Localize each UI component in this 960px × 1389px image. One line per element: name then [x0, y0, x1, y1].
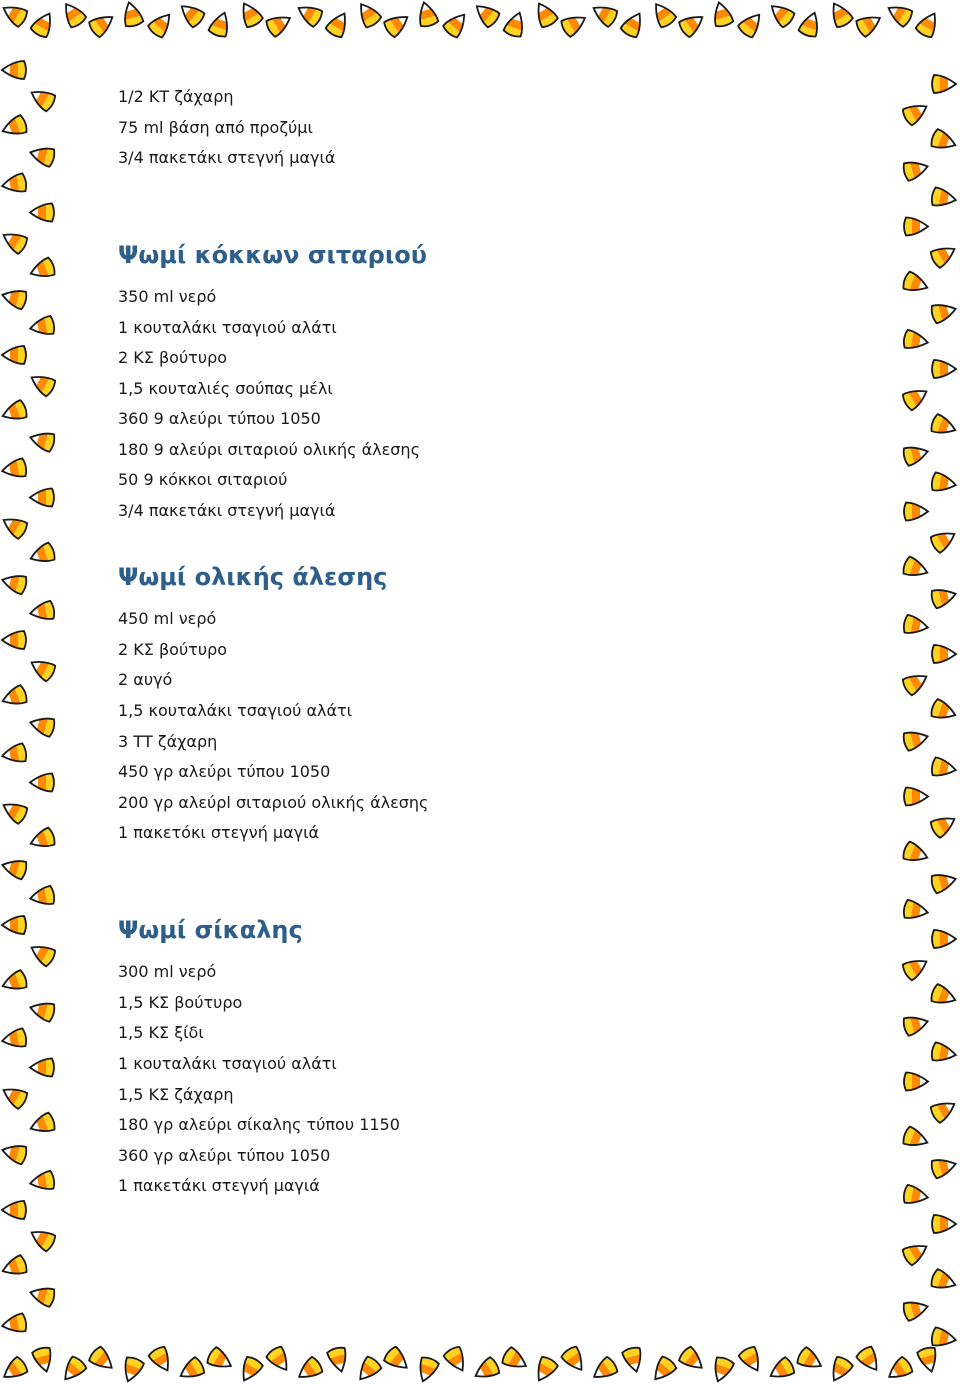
candy-corn-icon	[924, 238, 960, 274]
ingredient-line: 450 γρ αλεύρι τύπου 1050	[118, 762, 331, 781]
candy-corn-icon	[142, 6, 180, 44]
candy-corn-icon	[0, 1309, 32, 1338]
ingredient-line: 3/4 πακετάκι στεγνή μαγιά	[118, 501, 336, 520]
candy-corn-icon	[673, 1341, 711, 1379]
ingredient-line: 1,5 ΚΣ ξίδι	[118, 1023, 204, 1042]
candy-corn-icon	[925, 1152, 960, 1183]
candy-corn-icon	[618, 1341, 649, 1376]
candy-corn-icon	[850, 1340, 887, 1378]
ingredient-line: 1,5 ΚΣ βούτυρο	[118, 993, 243, 1012]
candy-corn-icon	[615, 6, 651, 44]
candy-corn-icon	[0, 343, 30, 367]
ingredient-line: 350 ml νερό	[118, 287, 217, 306]
candy-corn-icon	[24, 1221, 62, 1257]
candy-corn-icon	[794, 7, 827, 43]
candy-corn-icon	[26, 312, 60, 341]
candy-corn-icon	[378, 6, 416, 43]
candy-corn-icon	[897, 267, 933, 300]
candy-corn-icon	[83, 6, 121, 43]
candy-corn-icon	[468, 0, 506, 33]
candy-corn-icon	[928, 1212, 958, 1236]
candy-corn-icon	[732, 6, 770, 44]
candy-corn-icon	[25, 253, 61, 286]
candy-corn-icon	[350, 1350, 388, 1388]
candy-corn-icon	[881, 0, 919, 32]
candy-corn-icon	[881, 1351, 919, 1388]
candy-corn-icon	[0, 1351, 34, 1388]
candy-corn-icon	[896, 665, 934, 701]
candy-corn-icon	[437, 6, 475, 44]
candy-corn-icon	[0, 1024, 32, 1053]
candy-corn-icon	[26, 882, 60, 911]
candy-corn-icon	[25, 538, 61, 571]
ingredient-line: 2 ΚΣ βούτυρο	[118, 348, 228, 367]
ingredient-line: 450 ml νερό	[118, 609, 217, 628]
candy-corn-icon	[350, 0, 387, 34]
section-title-rye: Ψωμί σίκαλης	[118, 916, 303, 944]
candy-corn-icon	[925, 867, 960, 898]
ingredient-line: 200 γρ αλεύρl σιταριού ολικής άλεσης	[118, 793, 429, 812]
candy-corn-icon	[733, 1340, 769, 1378]
ingredient-line: 1,5 κουταλάκι τσαγιού αλάτι	[118, 701, 353, 720]
candy-corn-icon	[926, 468, 960, 497]
ingredient-line: 2 ΚΣ βούτυρο	[118, 640, 228, 659]
ingredient-line: 50 9 κόκκοι σιταριού	[118, 470, 288, 489]
candy-corn-icon	[586, 1351, 624, 1388]
candy-corn-icon	[850, 7, 888, 43]
candy-corn-icon	[0, 568, 33, 599]
candy-corn-icon	[928, 927, 958, 951]
candy-corn-icon	[763, 1352, 801, 1388]
candy-corn-icon	[823, 0, 859, 34]
intro-line: 75 ml βάση από προζύμι	[118, 118, 313, 137]
candy-corn-icon	[896, 380, 934, 416]
candy-corn-icon	[233, 1350, 269, 1388]
candy-corn-icon	[204, 7, 237, 43]
candy-corn-icon	[117, 0, 148, 33]
candy-corn-icon	[116, 1351, 149, 1387]
candy-corn-icon	[925, 124, 960, 157]
candy-corn-icon	[25, 140, 60, 171]
candy-corn-icon	[897, 1294, 932, 1325]
candy-corn-icon	[201, 1342, 239, 1378]
candy-corn-icon	[83, 1341, 121, 1379]
candy-corn-icon	[0, 224, 34, 260]
candy-corn-icon	[763, 0, 801, 33]
ingredient-line: 1,5 ΚΣ ζάχαρη	[118, 1085, 234, 1104]
section-title-whole-meal: Ψωμί ολικής άλεσης	[118, 563, 388, 591]
candy-corn-icon	[900, 215, 930, 239]
candy-corn-icon	[673, 6, 711, 43]
candy-corn-icon	[0, 454, 32, 483]
candy-corn-icon	[0, 965, 33, 998]
candy-corn-icon	[0, 1198, 30, 1222]
candy-corn-icon	[320, 6, 356, 44]
candy-corn-icon	[28, 486, 58, 510]
candy-corn-icon	[913, 1341, 944, 1376]
candy-corn-icon	[925, 297, 960, 328]
candy-corn-icon	[706, 1351, 739, 1387]
candy-corn-icon	[24, 651, 62, 687]
ingredient-line: 300 ml νερό	[118, 962, 217, 981]
candy-corn-icon	[468, 1352, 506, 1388]
candy-corn-icon	[411, 1351, 444, 1387]
ingredient-line: 3 ΤΤ ζάχαρη	[118, 732, 218, 751]
ingredient-line: 180 9 αλεύρι σιταριού ολικής άλεσης	[118, 440, 420, 459]
candy-corn-icon	[555, 1340, 592, 1378]
candy-corn-icon	[928, 642, 958, 666]
candy-corn-icon	[898, 896, 932, 925]
ingredient-line: 360 9 αλεύρι τύπου 1050	[118, 409, 321, 428]
candy-corn-icon	[925, 979, 960, 1012]
candy-corn-icon	[897, 837, 933, 870]
candy-corn-icon	[55, 1350, 93, 1388]
candy-corn-icon	[897, 154, 932, 185]
candy-corn-icon	[928, 72, 958, 96]
ingredient-line: 360 γρ αλεύρι τύπου 1050	[118, 1146, 331, 1165]
candy-corn-icon	[925, 1264, 960, 1297]
candy-corn-icon	[896, 95, 934, 131]
candy-corn-icon	[0, 628, 30, 652]
candy-corn-icon	[555, 7, 593, 43]
candy-corn-icon	[896, 950, 934, 986]
candy-corn-icon	[897, 1122, 933, 1155]
candy-corn-icon	[924, 1093, 960, 1129]
candy-corn-icon	[924, 523, 960, 559]
candy-corn-icon	[0, 680, 33, 713]
candy-corn-icon	[924, 808, 960, 844]
candy-corn-icon	[897, 439, 932, 470]
candy-corn-icon	[928, 357, 958, 381]
candy-corn-icon	[900, 1070, 930, 1094]
candy-corn-icon	[645, 0, 682, 34]
candy-corn-icon	[0, 509, 34, 545]
candy-corn-icon	[528, 0, 564, 34]
candy-corn-icon	[926, 1038, 960, 1067]
candy-corn-icon	[528, 1350, 564, 1388]
candy-corn-icon	[25, 710, 60, 741]
candy-corn-icon	[925, 582, 960, 613]
candy-corn-icon	[28, 771, 58, 795]
ingredient-line: 180 γρ αλεύρι σίκαλης τύπου 1150	[118, 1115, 400, 1134]
candy-corn-icon	[25, 1108, 61, 1141]
candy-corn-icon	[0, 110, 33, 143]
candy-corn-icon	[323, 1341, 354, 1376]
ingredient-line: 1 κουταλάκι τσαγιού αλάτι	[118, 1054, 337, 1073]
candy-corn-icon	[910, 6, 946, 44]
candy-corn-icon	[0, 1250, 33, 1283]
candy-corn-icon	[260, 7, 298, 43]
candy-corn-icon	[0, 395, 33, 428]
ingredient-line: 1 πακετόκι στεγνή μαγιά	[118, 823, 320, 842]
candy-corn-icon	[55, 0, 92, 34]
candy-corn-icon	[143, 1340, 179, 1378]
candy-corn-icon	[0, 853, 33, 884]
candy-corn-icon	[0, 1138, 33, 1169]
candy-corn-icon	[900, 500, 930, 524]
section-title-whole-grain-wheat: Ψωμί κόκκων σιταριού	[118, 241, 427, 269]
candy-corn-icon	[24, 81, 62, 117]
candy-corn-icon	[898, 1181, 932, 1210]
candy-corn-icon	[0, 1079, 34, 1115]
candy-corn-icon	[260, 1340, 297, 1378]
candy-corn-icon	[896, 1235, 934, 1271]
ingredient-line: 2 αυγό	[118, 670, 173, 689]
candy-corn-icon	[28, 1341, 59, 1376]
intro-line: 3/4 πακετάκι στεγνή μαγιά	[118, 148, 336, 167]
candy-corn-icon	[898, 326, 932, 355]
candy-corn-icon	[24, 366, 62, 402]
candy-corn-icon	[823, 1350, 859, 1388]
intro-line: 1/2 ΚΤ ζάχαρη	[118, 87, 234, 106]
candy-corn-icon	[898, 611, 932, 640]
candy-corn-icon	[28, 201, 58, 225]
candy-corn-icon	[438, 1340, 474, 1378]
ingredient-line: 1,5 κουταλιές σούπας μέλι	[118, 379, 333, 398]
candy-corn-icon	[0, 58, 30, 82]
candy-corn-icon	[791, 1342, 829, 1378]
candy-corn-icon	[25, 995, 60, 1026]
candy-corn-icon	[0, 283, 33, 314]
candy-corn-icon	[0, 913, 30, 937]
candy-corn-icon	[412, 0, 443, 33]
candy-corn-icon	[897, 552, 933, 585]
candy-corn-icon	[291, 1351, 329, 1388]
candy-corn-icon	[25, 6, 61, 44]
candy-corn-icon	[926, 183, 960, 212]
candy-corn-icon	[586, 0, 624, 32]
candy-corn-icon	[897, 724, 932, 755]
candy-corn-icon	[0, 169, 32, 198]
candy-corn-icon	[897, 1009, 932, 1040]
candy-corn-icon	[926, 753, 960, 782]
candy-corn-icon	[25, 823, 61, 856]
candy-corn-icon	[925, 694, 960, 727]
candy-corn-icon	[24, 936, 62, 972]
candy-corn-icon	[173, 0, 211, 33]
candy-corn-icon	[25, 425, 60, 456]
candy-corn-icon	[900, 785, 930, 809]
candy-corn-icon	[499, 7, 532, 43]
candy-corn-icon	[0, 0, 34, 32]
ingredient-line: 1 κουταλάκι τσαγιού αλάτι	[118, 318, 337, 337]
candy-corn-icon	[925, 409, 960, 442]
ingredient-line: 1 πακετάκι στεγνή μαγιά	[118, 1176, 320, 1195]
candy-corn-icon	[25, 1280, 60, 1311]
candy-corn-icon	[707, 0, 738, 33]
candy-corn-icon	[28, 1056, 58, 1080]
candy-corn-icon	[26, 597, 60, 626]
candy-corn-icon	[26, 1167, 60, 1196]
candy-corn-icon	[378, 1341, 416, 1379]
candy-corn-icon	[291, 0, 329, 32]
candy-corn-icon	[0, 794, 34, 830]
candy-corn-icon	[645, 1350, 683, 1388]
candy-corn-icon	[173, 1352, 211, 1388]
candy-corn-icon	[496, 1342, 534, 1378]
candy-corn-icon	[0, 739, 32, 768]
candy-corn-icon	[233, 0, 269, 34]
